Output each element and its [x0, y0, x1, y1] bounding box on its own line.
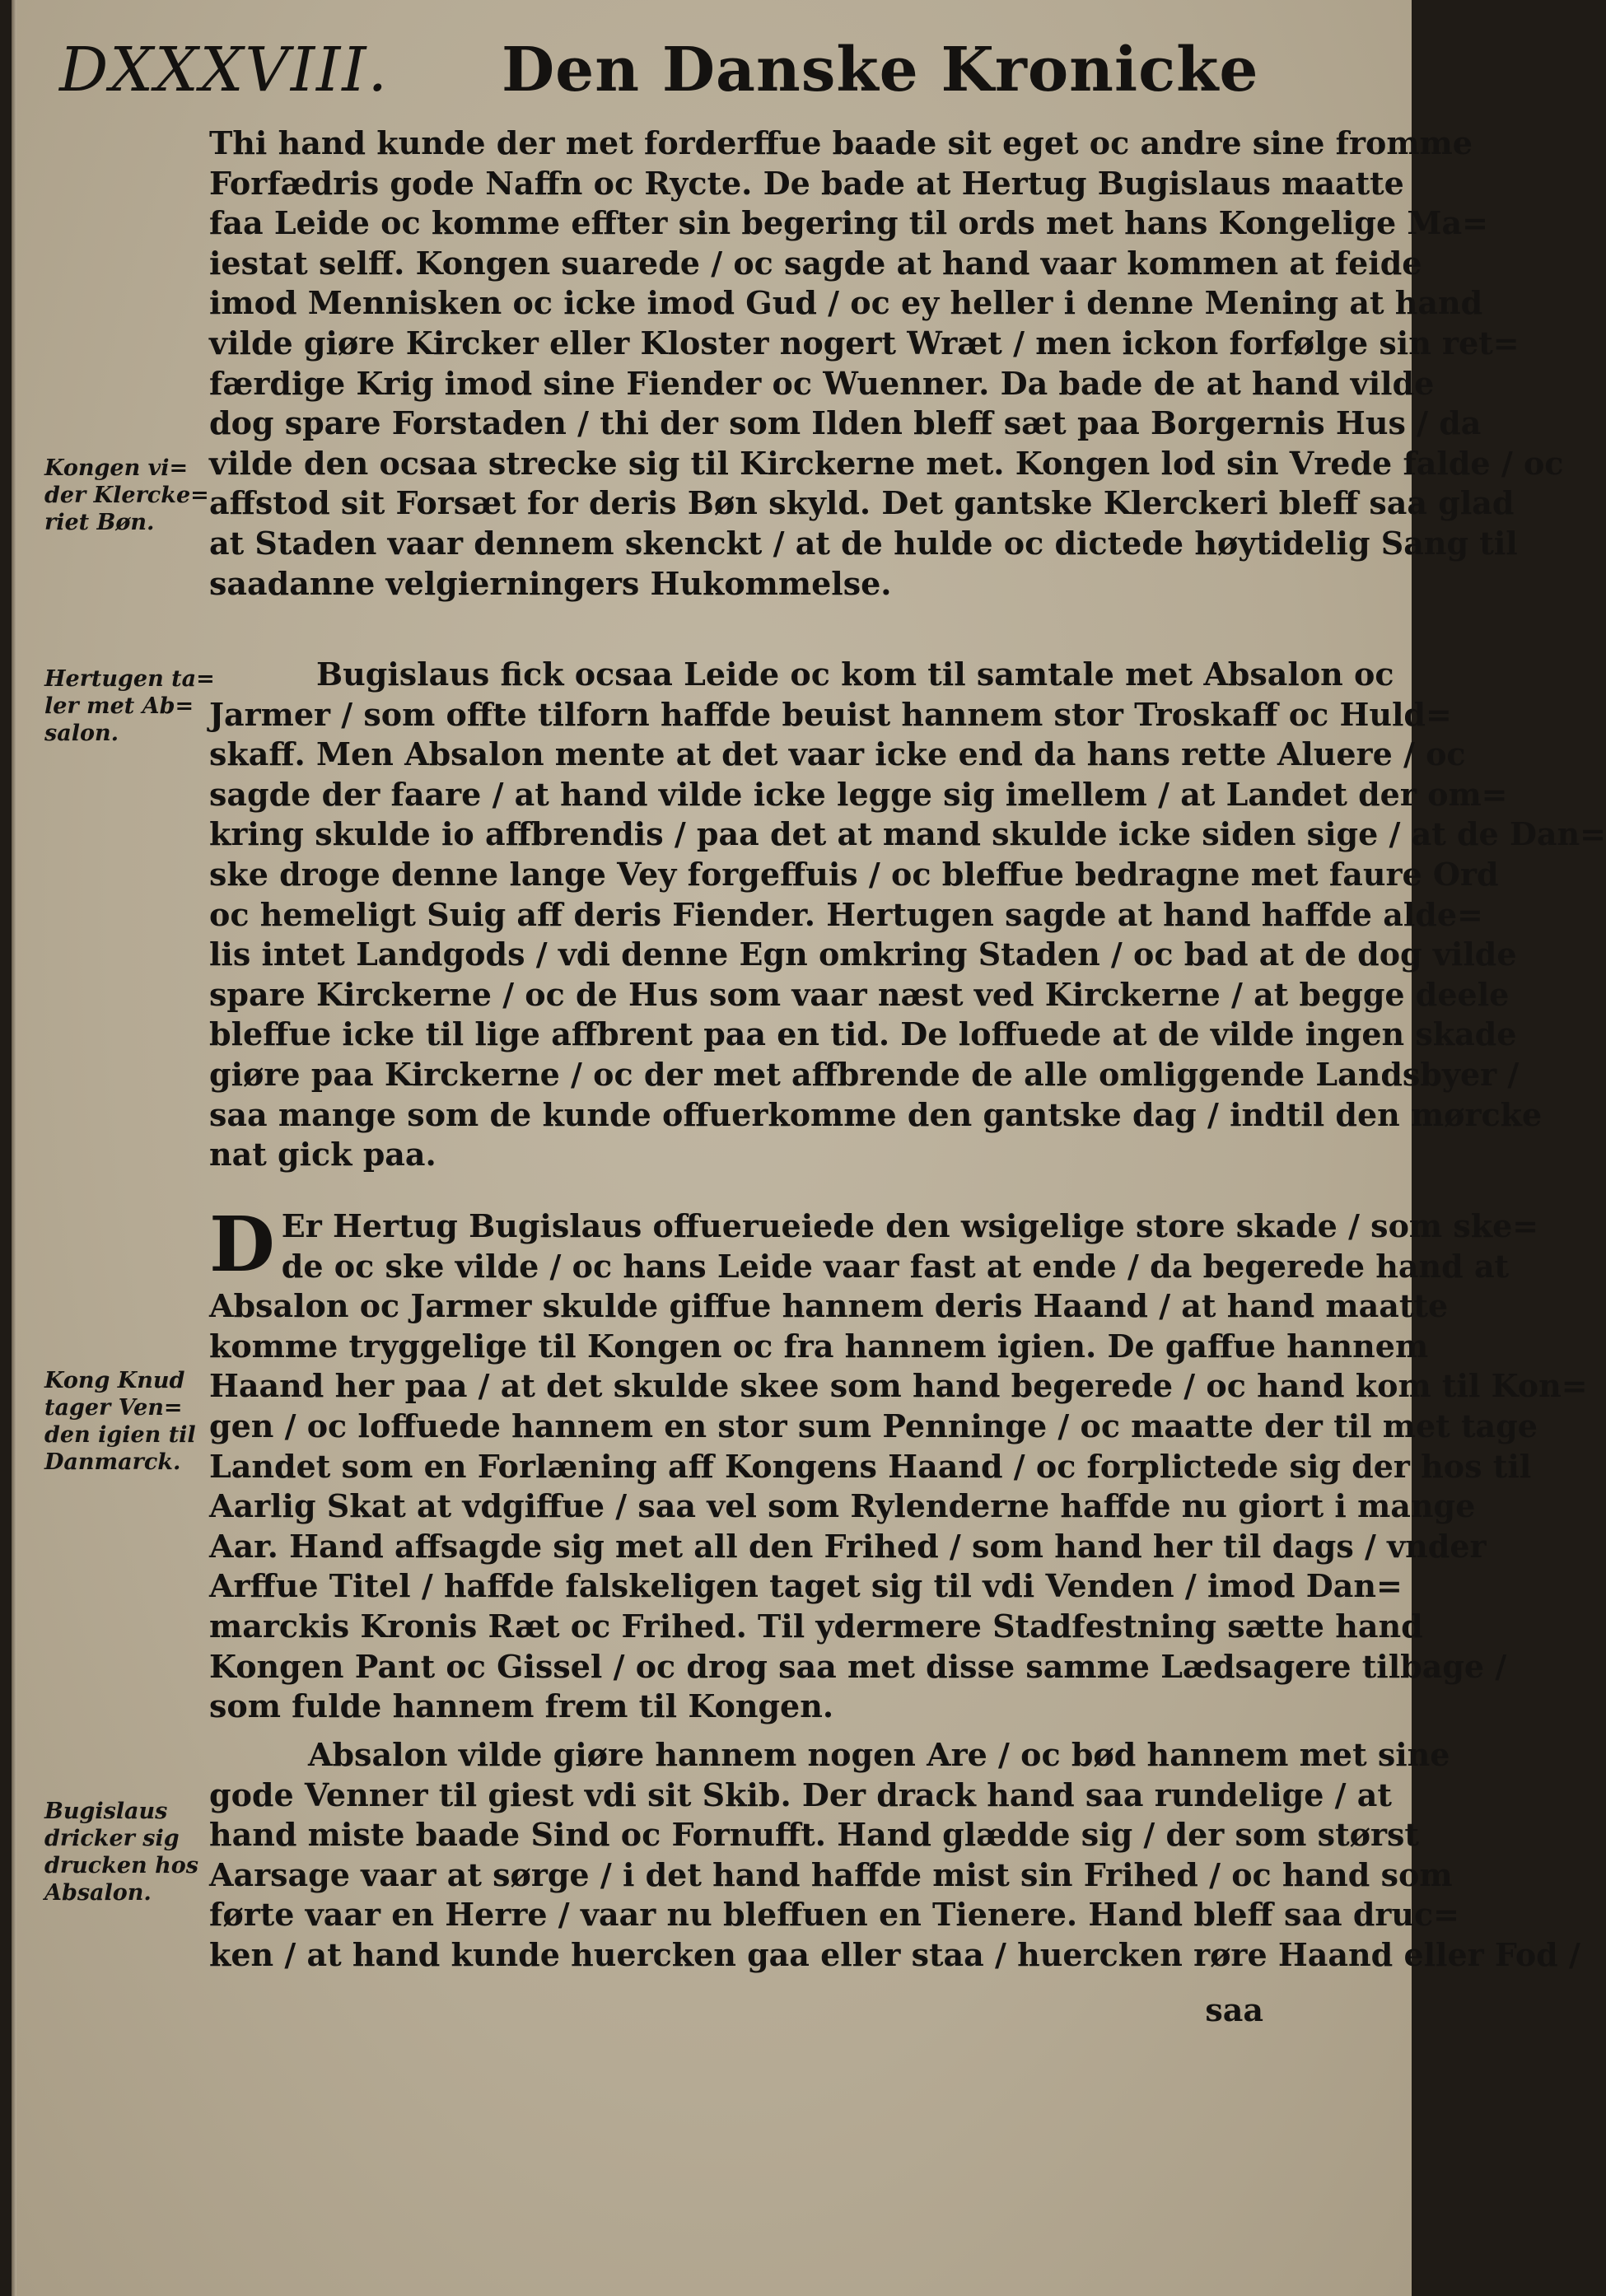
text-line: komme tryggelige til Kongen oc fra hannem igien. De gaffue hannem	[209, 1327, 1429, 1365]
page-gutter-shadow	[12, 0, 16, 2296]
text-line: Thi hand kunde der met forderffue baade sit eget oc andre sine fromme	[209, 124, 1473, 161]
text-line: vilde giøre Kircker eller Kloster nogert Wræt / men ickon forfølge sin ret=	[209, 324, 1520, 362]
text-line: bleffue icke til lige affbrent paa en tid. De loffuede at de vilde ingen skade	[209, 1015, 1517, 1053]
text-line: Forfædris gode Naffn oc Rycte. De bade at Hertug Bugislaus maatte	[209, 164, 1404, 202]
margin-note-line: der Klercke=	[44, 483, 209, 508]
folio-number: DXXXVIII.	[59, 35, 390, 105]
text-line: at Staden vaar dennem skenckt / at de hulde oc dictede høytidelig Sang til	[209, 524, 1518, 562]
text-line: Arffue Titel / haffde falskeligen taget sig til vdi Venden / imod Dan=	[209, 1567, 1403, 1605]
text-line: Aar. Hand affsagde sig met all den Frihed / som hand her til dags / vnder	[209, 1527, 1487, 1565]
margin-note-line: riet Bøn.	[44, 510, 155, 535]
text-line: Bugislaus fick ocsaa Leide oc kom til samtale met Absalon oc	[316, 656, 1394, 693]
text-line: marckis Kronis Ræt oc Frihed. Til ydermere Stadfestning sætte hand	[209, 1607, 1423, 1645]
text-line: affstod sit Forsæt for deris Bøn skyld. Det gantske Klerckeri bleff saa glad	[209, 484, 1515, 522]
text-line: Aarsage vaar at sørge / i det hand haffde mist sin Frihed / oc hand som	[209, 1855, 1453, 1893]
margin-note-line: dricker sig	[44, 1826, 180, 1851]
text-line: hand miste baade Sind oc Fornufft. Hand glædde sig / der som størst	[209, 1816, 1419, 1854]
paragraph-3	[209, 1200, 1588, 1727]
margin-note-4	[44, 1798, 217, 1906]
text-line: Aarlig Skat at vdgiffue / saa vel som Rylenderne haffde nu giort i mange	[209, 1487, 1476, 1525]
book-page	[12, 0, 1606, 2296]
text-line: gen / oc loffuede hannem en stor sum Penninge / oc maatte der til met tage	[209, 1407, 1538, 1444]
margin-note-line: Danmarck.	[44, 1449, 181, 1475]
text-line: saadanne velgierningers Hukommelse.	[209, 564, 892, 602]
paragraph-2	[209, 655, 1606, 1175]
text-line: ske droge denne lange Vey forgeffuis / oc bleffue bedragne met faure Ord	[209, 855, 1499, 893]
text-line: de oc ske vilde / oc hans Leide vaar fast at ende / da begerede hand at	[281, 1247, 1510, 1285]
text-line: gode Venner til giest vdi sit Skib. Der drack hand saa rundelige / at	[209, 1776, 1392, 1813]
text-line: Er Hertug Bugislaus offuerueiede den wsigelige store skade / som ske=	[281, 1207, 1539, 1244]
paragraph-4	[209, 1735, 1580, 1976]
margin-note-line: Kong Knud	[44, 1368, 185, 1393]
text-line: Jarmer / som offte tilforn haffde beuist hannem stor Troskaff oc Huld=	[209, 695, 1452, 733]
text-line: som fulde hannem frem til Kongen.	[209, 1687, 834, 1725]
text-line: lis intet Landgods / vdi denne Egn omkring Staden / oc bad at de dog vilde	[209, 936, 1517, 973]
text-line: sagde der faare / at hand vilde icke legge sig imellem / at Landet der om=	[209, 775, 1508, 813]
margin-note-line: tager Ven=	[44, 1395, 183, 1421]
margin-note-line: ler met Ab=	[44, 693, 194, 719]
text-line: dog spare Forstaden / thi der som Ilden bleff sæt paa Borgernis Hus / da	[209, 404, 1482, 442]
text-line: Absalon vilde giøre hannem nogen Are / oc bød hannem met sine	[308, 1736, 1450, 1773]
catchword: saa	[1205, 1991, 1263, 2028]
text-line: skaff. Men Absalon mente at det vaar icke end da hans rette Aluere / oc	[209, 735, 1466, 773]
text-line: iestat selff. Kongen suarede / oc sagde at hand vaar kommen at feide	[209, 244, 1422, 282]
text-line: førte vaar en Herre / vaar nu bleffuen en Tienere. Hand bleff saa druc=	[209, 1896, 1460, 1934]
text-line: vilde den ocsaa strecke sig til Kirckerne met. Kongen lod sin Vrede falde / oc	[209, 444, 1564, 482]
page-header	[44, 33, 1379, 107]
margin-note-1	[44, 455, 217, 536]
text-line: imod Mennisken oc icke imod Gud / oc ey heller i denne Mening at hand	[209, 284, 1483, 322]
margin-note-line: Hertugen ta=	[44, 666, 215, 692]
drop-capital: D	[209, 1200, 275, 1289]
margin-note-line: Kongen vi=	[44, 455, 189, 481]
text-line: færdige Krig imod sine Fiender oc Wuenner. Da bade de at hand vilde	[209, 364, 1435, 402]
margin-note-line: den igien til	[44, 1422, 196, 1448]
margin-note-3	[44, 1367, 217, 1476]
text-line: giøre paa Kirckerne / oc der met affbrende de alle omliggende Landsbyer /	[209, 1055, 1520, 1093]
text-line: ken / at hand kunde huercken gaa eller staa / huercken røre Haand eller Fod /	[209, 1935, 1580, 1973]
text-line: faa Leide oc komme effter sin begering til ords met hans Kongelige Ma=	[209, 204, 1488, 242]
paragraph-1	[209, 124, 1564, 604]
text-line: kring skulde io affbrendis / paa det at mand skulde icke siden sige / at de Dan=	[209, 815, 1606, 853]
text-line: Absalon oc Jarmer skulde giffue hannem deris Haand / at hand maatte	[209, 1287, 1449, 1325]
margin-note-2	[44, 665, 217, 747]
running-title: Den Danske Kronicke	[502, 35, 1259, 105]
text-line: oc hemeligt Suig aff deris Fiender. Hertugen sagde at hand haffde alde=	[209, 895, 1483, 933]
text-line: Landet som en Forlæning aff Kongens Haand / oc forplictede sig der hos til	[209, 1447, 1532, 1485]
margin-note-line: salon.	[44, 721, 119, 746]
margin-note-line: Absalon.	[44, 1880, 152, 1906]
text-line: Kongen Pant oc Gissel / oc drog saa met disse samme Lædsagere tilbage /	[209, 1647, 1507, 1685]
text-line: Haand her paa / at det skulde skee som hand begerede / oc hand kom til Kon=	[209, 1367, 1588, 1405]
margin-note-line: Bugislaus	[44, 1799, 168, 1824]
text-line: saa mange som de kunde offuerkomme den gantske dag / indtil den mørcke	[209, 1095, 1543, 1133]
text-line: spare Kirckerne / oc de Hus som vaar næst ved Kirckerne / at begge deele	[209, 975, 1510, 1013]
text-line: nat gick paa.	[209, 1136, 437, 1174]
margin-note-line: drucken hos	[44, 1853, 198, 1878]
